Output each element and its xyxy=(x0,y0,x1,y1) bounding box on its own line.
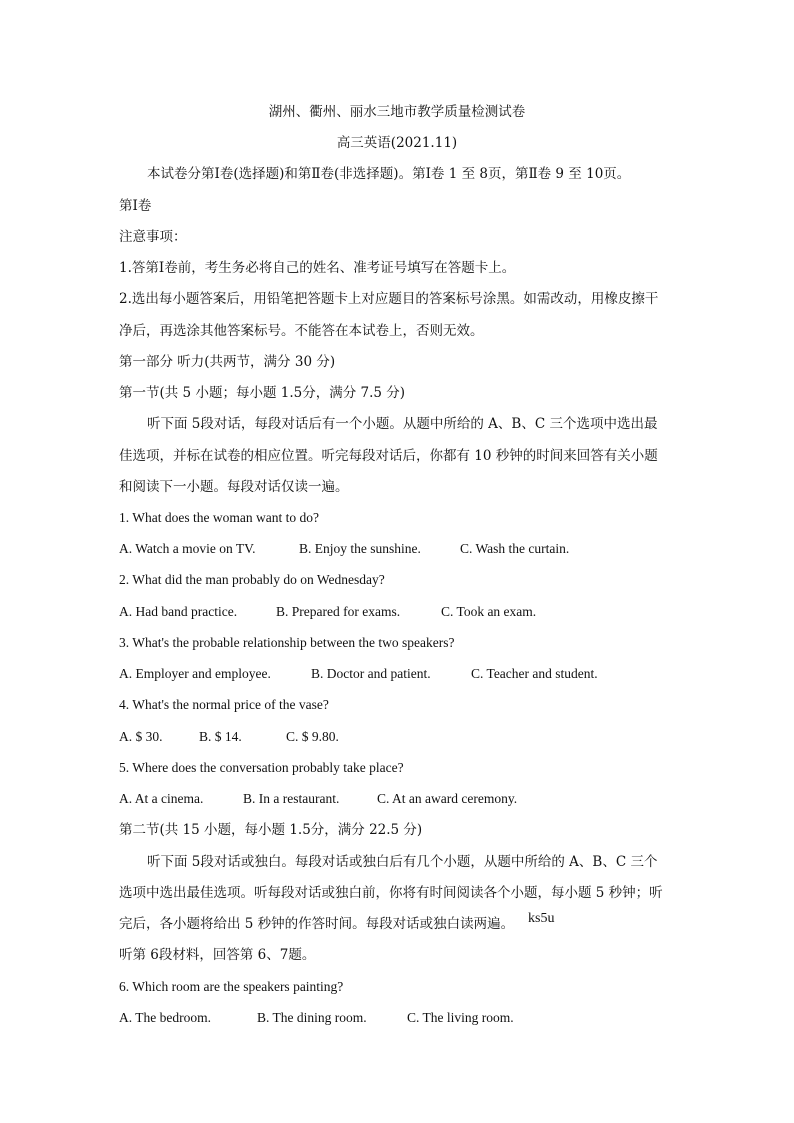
question-4: 4. What's the normal price of the vase? xyxy=(119,697,329,712)
intro-text: 本试卷分第Ⅰ卷(选择题)和第Ⅱ卷(非选择题)。第Ⅰ卷 1 至 8页，第Ⅱ卷 9 至 10页。 xyxy=(147,166,631,182)
note-item-2-line-1: 2.选出每小题答案后，用铅笔把答题卡上对应题目的答案标号涂黑。如需改动，用橡皮擦干 xyxy=(119,291,659,307)
exam-subtitle: 高三英语(2021.11) xyxy=(336,135,458,151)
section-two-instruction-2: 选项中选出最佳选项。听每段对话或独白前，你将有时间阅读各个小题，每小题 5 秒钟；听 xyxy=(119,885,663,901)
question-3-option-a: A. Employer and employee. xyxy=(119,666,271,681)
question-5: 5. Where does the conversation probably take place? xyxy=(119,760,404,775)
question-6-option-a: A. The bedroom. xyxy=(119,1010,211,1025)
question-3-option-c: C. Teacher and student. xyxy=(471,666,598,681)
section-two-instruction-3: 完后，各小题将给出 5 秒钟的作答时间。每段对话或独白读两遍。 xyxy=(119,916,515,932)
section-one-heading: 第一节(共 5 小题；每小题 1.5分，满分 7.5 分) xyxy=(119,385,406,401)
material-6-instruction: 听第 6段材料，回答第 6、7题。 xyxy=(119,947,316,963)
section-two-heading: 第二节(共 15 小题，每小题 1.5分，满分 22.5 分) xyxy=(119,822,423,838)
volume-one-label: 第Ⅰ卷 xyxy=(119,198,152,214)
question-2-option-c: C. Took an exam. xyxy=(441,604,537,619)
note-item-2-line-2: 净后，再选涂其他答案标号。不能答在本试卷上，否则无效。 xyxy=(119,323,484,339)
section-two-instruction-1: 听下面 5段对话或独白。每段对话或独白后有几个小题，从题中所给的 A、B、C 三个 xyxy=(147,854,658,870)
watermark-text: ks5u xyxy=(528,911,555,926)
part-one-heading: 第一部分 听力(共两节，满分 30 分) xyxy=(119,354,336,370)
section-one-instruction-3: 和阅读下一小题。每段对话仅读一遍。 xyxy=(119,479,349,495)
question-6: 6. Which room are the speakers painting? xyxy=(119,979,344,994)
question-4-option-c: C. $ 9.80. xyxy=(286,729,339,744)
question-6-option-c: C. The living room. xyxy=(407,1010,514,1025)
question-1-option-a: A. Watch a movie on TV. xyxy=(119,541,256,556)
exam-title: 湖州、衢州、丽水三地市教学质量检测试卷 xyxy=(268,104,526,120)
section-one-instruction-2: 佳选项，并标在试卷的相应位置。听完每段对话后，你都有 10 秒钟的时间来回答有关小题 xyxy=(119,448,658,464)
question-5-option-c: C. At an award ceremony. xyxy=(377,791,518,806)
question-1: 1. What does the woman want to do? xyxy=(119,510,319,525)
question-1-option-b: B. Enjoy the sunshine. xyxy=(299,541,421,556)
question-2-option-b: B. Prepared for exams. xyxy=(276,604,401,619)
question-3: 3. What's the probable relationship between the two speakers? xyxy=(119,635,455,650)
question-2-option-a: A. Had band practice. xyxy=(119,604,238,619)
question-4-option-b: B. $ 14. xyxy=(199,729,242,744)
question-1-option-c: C. Wash the curtain. xyxy=(460,541,570,556)
question-3-option-b: B. Doctor and patient. xyxy=(311,666,431,681)
question-4-option-a: A. $ 30. xyxy=(119,729,163,744)
notes-heading: 注意事项： xyxy=(119,229,187,245)
question-6-option-b: B. The dining room. xyxy=(257,1010,367,1025)
question-2: 2. What did the man probably do on Wednesday? xyxy=(119,572,385,587)
section-one-instruction-1: 听下面 5段对话，每段对话后有一个小题。从题中所给的 A、B、C 三个选项中选出最 xyxy=(147,416,658,432)
question-5-option-a: A. At a cinema. xyxy=(119,791,204,806)
question-5-option-b: B. In a restaurant. xyxy=(243,791,340,806)
note-item-1: 1.答第Ⅰ卷前，考生务必将自己的姓名、准考证号填写在答题卡上。 xyxy=(119,260,516,276)
